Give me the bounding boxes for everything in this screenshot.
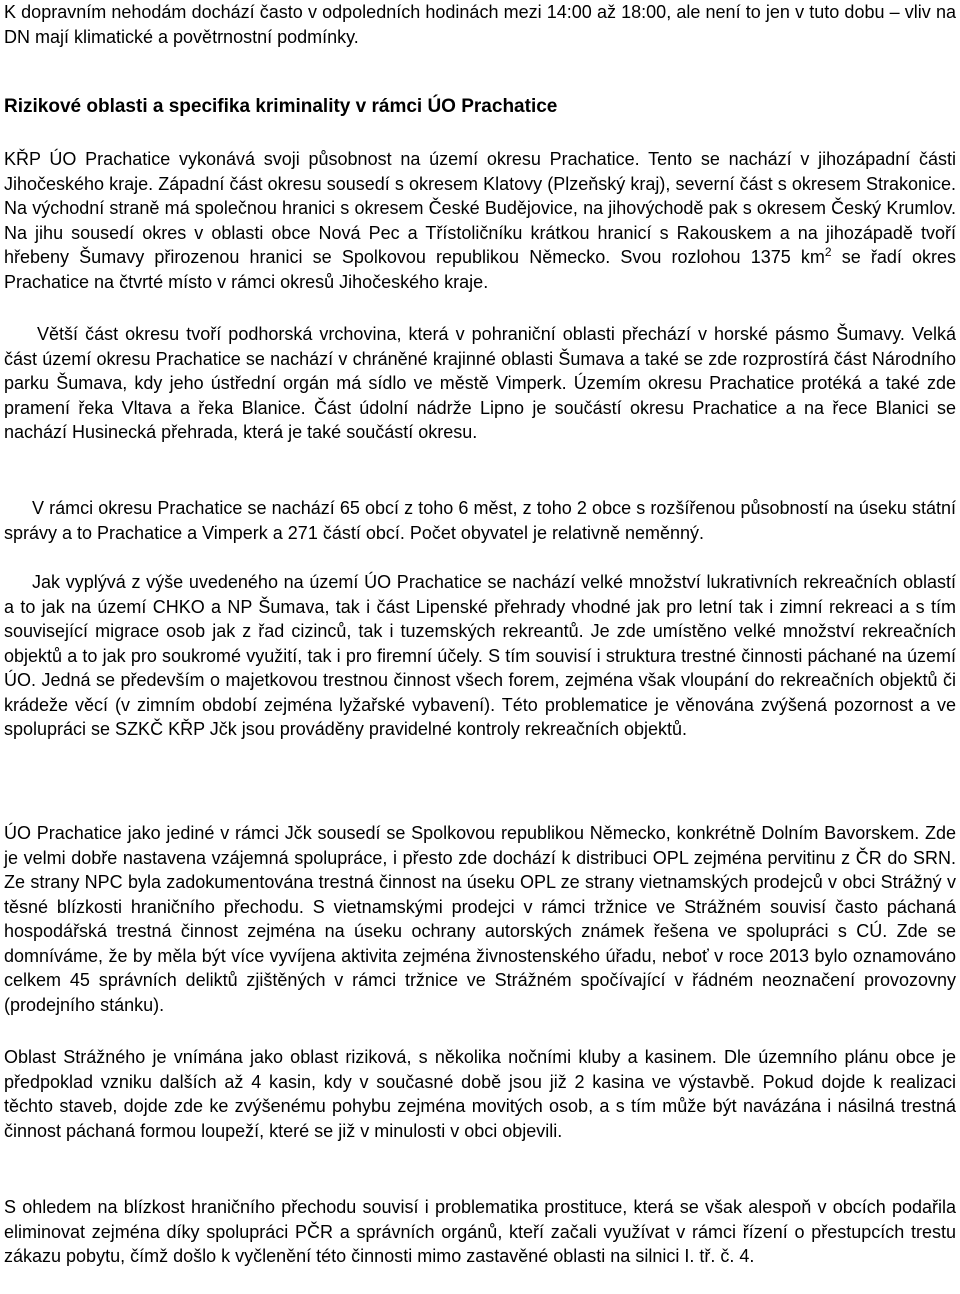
recreation-crime-paragraph: Jak vyplývá z výše uvedeného na území ÚO Prachatice se nachází velké množství lukrativních rekreačních oblastí a to jak na území CHKO a NP Šumava, tak i část Lipenské přehrady vhodné jak pro letní tak i zimní rekreaci a s tím související migrace osob jak z řad cizinců, tak i tuzemských rekreantů. Je zde umístěno velké množství rekreačních objektů a to jak pro soukromé využití, tak i pro firemní účely. S tím souvisí i struktura trestné činnosti páchané na území ÚO. Jedná se především o majetkovou trestnou činnost všech forem, zejména však vloupání do rekreačních objektů či krádeže věcí (v zimním období zejména lyžařské vybavení). Této problematice je věnována zvýšená pozornost a ve spolupráci se SZKČ KŘP Jčk jsou prováděny pravidelné kontroly rekreačních objektů. [4,572,956,739]
area-unit-superscript: 2 [824,245,832,259]
municipalities-paragraph: V rámci okresu Prachatice se nachází 65 obcí z toho 6 měst, z toho 2 obce s rozšířenou působností na úseku státní správy a to Prachatice a Vimperk a 271 částí obcí. Počet obyvatel je relativně neměnný. [4,498,956,543]
location-text: KŘP ÚO Prachatice vykonává svoji působnost na území okresu Prachatice. Tento se nachází v jihozápadní části Jihočeského kraje. Západní část okresu sousedí s okresem Klatovy (Plzeňský kraj), severní část s okresem Strakonice. Na východní straně má společnou hranici s okresem České Budějovice, na jihovýchodě pak s okresem Český Krumlov. Na jihu sousedí okres v oblasti obce Nová Pec a Třístoličníku krátkou hranicí s Rakouskem a na jihozápadě tvoří hřebeny Šumavy přirozenou hranici se Spolkovou republikou Německo. Svou rozlohou 1375 km [4,149,956,267]
prostitution-paragraph: S ohledem na blízkost hraničního přechodu souvisí i problematika prostituce, která se však alespoň v obcích podařila eliminovat zejména díky spolupráci PČR a správních orgánů, kteří začali využívat v rámci řízení o přestupcích trestu zákazu pobytu, čímž došlo k vyčlenění této činnosti mimo zastavěné oblasti na silnici I. tř. č. 4. [4,1197,956,1266]
intro-paragraph: K dopravním nehodám dochází často v odpoledních hodinách mezi 14:00 až 18:00, ale není to jen v tuto dobu – vliv na DN mají klimatické a povětrnostní podmínky. [4,2,956,47]
geography-paragraph: Větší část okresu tvoří podhorská vrchovina, která v pohraniční oblasti přechází v horské pásmo Šumavy. Velká část území okresu Prachatice se nachází v chráněné krajinné oblasti Šumava a také se zde rozprostírá část Národního parku Šumava, kdy jeho ústřední orgán má sídlo ve městě Vimperk. Územím okresu Prachatice protéká a také zde pramení řeka Vltava a řeka Blanice. Část údolní nádrže Lipno je součástí okresu Prachatice a na řece Blanici se nachází Husinecká přehrada, která je také součástí okresu. [4,324,956,442]
section-heading: Rizikové oblasti a specifika kriminality v rámci ÚO Prachatice [4,96,558,117]
strazny-risk-paragraph: Oblast Strážného je vnímána jako oblast riziková, s několika nočními kluby a kasinem. Dle územního plánu obce je předpoklad vzniku dalších až 4 kasin, kdy v současné době jsou již 2 kasina ve výstavbě. Pokud dojde k realizaci těchto staveb, dojde zde ke zvýšenému pohybu zejména movitých osob, a s tím může být navázána i násilná trestná činnost páchaná formou loupeží, které se již v minulosti v obci objevili. [4,1047,956,1141]
location-paragraph [4,147,956,294]
location-text-end: se řadí okres Prachatice na čtvrté místo v rámci okresů Jihočeského kraje. [4,247,957,292]
border-crime-paragraph: ÚO Prachatice jako jediné v rámci Jčk sousedí se Spolkovou republikou Německo, konkrétně Dolním Bavorskem. Zde je velmi dobře nastavena vzájemná spolupráce, i přesto zde dochází k distribuci OPL zejména pervitinu z ČR do SRN. Ze strany NPC byla zadokumentována trestná činnost na úseku OPL ze strany vietnamských prodejců v obci Strážný v těsné blízkosti hraničního přechodu. S vietnamskými prodejci v rámci tržnice ve Strážném souvisí často páchaná hospodářská trestná činnost zejména na úseku ochrany autorských známek řešena ve spolupráci s CÚ. Zde se domníváme, že by měla být více vyvíjena aktivita zejména živnostenského úřadu, neboť v roce 2013 bylo oznamováno celkem 45 správních deliktů zjištěných v rámci tržnice ve Strážném spočívající v řádném neoznačení provozovny (prodejního stánku). [4,823,956,1015]
